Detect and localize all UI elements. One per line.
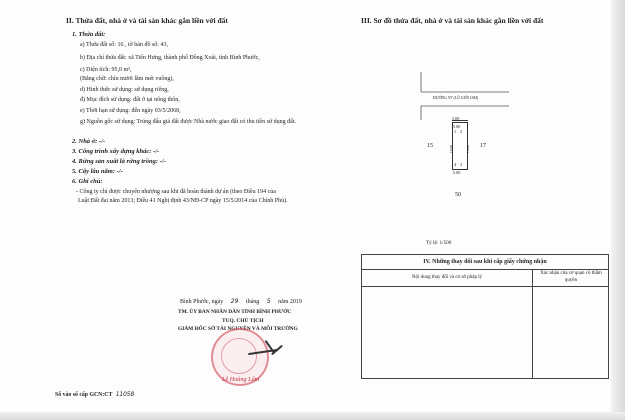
land-line: e) Thời hạn sử dụng: đến ngày 03/5/2068, — [80, 108, 181, 114]
neighbor-parcel-right: 17 — [480, 143, 486, 149]
registry-number-line — [55, 392, 134, 398]
neighbor-parcel-left: 15 — [427, 143, 433, 149]
dim-bottom: 5.00 — [453, 170, 461, 175]
house-line: 2. Nhà ở: -/- — [72, 138, 106, 145]
date-day: 29 — [230, 298, 239, 305]
land-heading: 1. Thửa đất: — [72, 31, 106, 38]
signer-name: Lê Hoàng Lâm — [222, 376, 260, 383]
neighbor-parcel-bottom: 50 — [455, 192, 461, 198]
column-divider — [532, 286, 533, 378]
dim-top-a: 5.00 — [452, 116, 460, 121]
construction-line: 3. Công trình xây dựng khác: -/- — [72, 148, 160, 155]
date-prefix: Bình Phước, ngày — [180, 299, 224, 305]
changes-table — [361, 254, 609, 379]
issuer-org: TM. ỦY BAN NHÂN DÂN TỈNH BÌNH PHƯỚC — [178, 309, 292, 315]
land-line: đ) Mục đích sử dụng: đất ở tại nông thôn, — [80, 97, 180, 103]
date-month: 5 — [266, 298, 271, 305]
registry-label: Số vào sổ cấp GCN:CT — [55, 392, 113, 398]
land-line: g) Nguồn gốc sử dụng: Trúng đấu giá đất được Nhà nước giao đất có thu tiền sử dụng đất. — [80, 119, 296, 125]
corner-label: 1 — [454, 129, 457, 134]
changes-table-title: IV. Những thay đổi sau khi cấp giấy chứng nhận — [362, 255, 608, 270]
column-header-changes: Nội dung thay đổi và cơ sở pháp lý — [362, 269, 533, 286]
map-scale: Tỷ lệ: 1/500 — [426, 240, 452, 246]
month-prefix: tháng — [245, 299, 260, 305]
corner-label: 3 — [460, 162, 463, 167]
dim-top-b: 5.00 — [453, 124, 461, 129]
section-ii-title: II. Thửa đất, nhà ở và tài sản khác gắn liền với đất — [66, 16, 228, 25]
note-line: Luật Đất đai năm 2013; Điều 41 Nghị định 43/NĐ-CP ngày 15/5/2014 của Chính Phủ). — [78, 198, 288, 204]
section-iii-title: III. Sơ đồ thửa đất, nhà ở và tài sản khác gắn liền với đất — [361, 16, 544, 25]
dim-right: 19.00 — [466, 145, 470, 153]
land-line: d) Hình thức sử dụng: sử dụng riêng, — [80, 87, 169, 93]
land-line: c) Diện tích: 95,0 m², — [80, 67, 132, 73]
land-line: b) Địa chỉ thửa đất: xã Tiến Hưng, thành phố Đồng Xoài, tỉnh Bình Phước, — [80, 55, 260, 61]
forest-line: 4. Rừng sản xuất là rừng trồng: -/- — [72, 158, 166, 165]
land-line: (Bằng chữ: chín mươi lăm mét vuông), — [80, 76, 174, 82]
issuer-title: GIÁM ĐỐC SỞ TÀI NGUYÊN VÀ MÔI TRƯỜNG — [178, 326, 298, 332]
road-label: ĐƯỜNG N7 (LỘ GIỚI 16M) — [433, 96, 479, 100]
note-line: - Công ty chỉ được chuyển nhượng sau khi đã hoàn thành dự án (theo Điều 194 của — [76, 189, 276, 195]
date-year: năm 2019 — [278, 299, 302, 305]
corner-label: 2 — [460, 129, 463, 134]
changes-table-header — [362, 269, 608, 287]
issuer-authority: TUQ. CHỦ TỊCH — [222, 318, 264, 324]
note-heading: 6. Ghi chú: — [72, 178, 103, 185]
corner-label: 4 — [454, 162, 457, 167]
dim-left: 19.00 — [449, 145, 453, 153]
perennial-line: 5. Cây lâu năm: -/- — [72, 168, 123, 175]
land-line: a) Thửa đất số: 16 , tờ bản đồ số: 43, — [80, 42, 168, 48]
registry-number: 11058 — [115, 392, 135, 398]
column-header-confirmation: Xác nhận của cơ quan có thẩm quyền — [540, 271, 602, 283]
date-line — [180, 298, 302, 305]
seal-inner-ring — [221, 338, 257, 374]
